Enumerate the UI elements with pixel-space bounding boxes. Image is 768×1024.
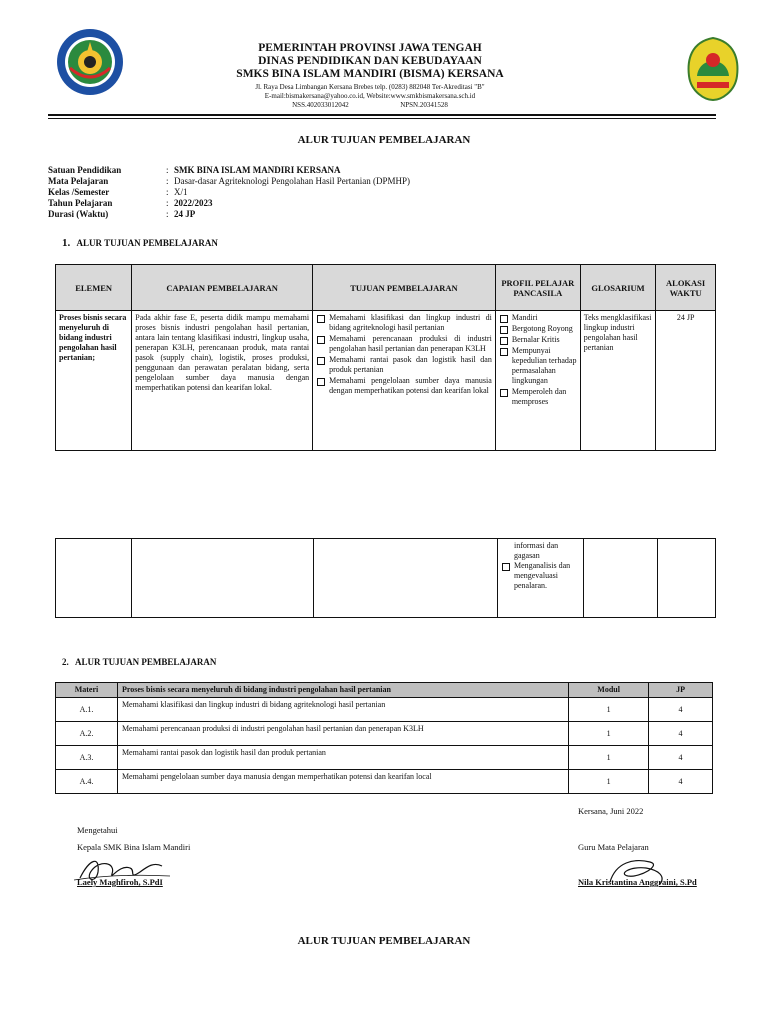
profil-item: Bergotong Royong	[499, 324, 577, 334]
col-glosarium: GLOSARIUM	[580, 265, 656, 311]
header-address: Jl. Raya Desa Limbangan Kersana Brebes telp. (0283) 882048 Ter-Akreditasi "B"	[255, 83, 485, 91]
desc-cell: Memahami rantai pasok dan logistik hasil dan produk pertanian	[117, 746, 568, 770]
province-emblem	[683, 36, 743, 102]
alokasi-cell: 24 JP	[656, 311, 716, 451]
right-signer-name: Nila Kristantina Anggraini, S.Pd	[578, 877, 697, 887]
profil-item: Bernalar Kritis	[499, 335, 577, 345]
modul-cell: 1	[569, 746, 649, 770]
identity-label: Tahun Pelajaran	[48, 198, 113, 208]
col-profil: PROFIL PELAJAR PANCASILA	[495, 265, 580, 311]
identity-label: Mata Pelajaran	[48, 176, 109, 186]
profil-item-tail: informasi dan gagasan	[513, 541, 559, 560]
col-proses: Proses bisnis secara menyeluruh di bidang industri pengolahan hasil pertanian	[117, 683, 568, 698]
header-nss: NSS.402033012042	[292, 101, 349, 109]
section-title: ALUR TUJUAN PEMBELAJARAN	[75, 657, 217, 667]
jp-cell: 4	[649, 698, 713, 722]
section-number: 2.	[62, 657, 69, 667]
learning-flow-table-continued	[55, 538, 716, 618]
table-row	[56, 722, 713, 746]
place-date: Kersana, Juni 2022	[578, 806, 644, 816]
jp-cell: 4	[649, 722, 713, 746]
header-contact: E-mail:bismakersana@yahoo.co.id, Website:www.smkbismakersana.sch.id	[264, 92, 476, 100]
profil-item: Mandiri	[499, 313, 577, 323]
tujuan-cell	[313, 311, 496, 451]
profil-item: Menganalisis dan mengevaluasi penalaran.	[501, 561, 580, 591]
elemen-cell: Proses bisnis secara menyeluruh di bidang industri pengolahan hasil pertanian;	[56, 311, 132, 451]
identity-value: Dasar-dasar Agriteknologi Pengolahan Hasil Pertanian (DPMHP)	[174, 176, 411, 186]
table-header-row	[56, 265, 716, 311]
identity-value: 2022/2023	[174, 198, 213, 208]
glosarium-cell: Teks mengklasifikasi lingkup industri pengolahan hasil pertanian	[580, 311, 656, 451]
desc-cell: Memahami klasifikasi dan lingkup industri di bidang agriteknologi hasil pertanian	[117, 698, 568, 722]
modul-cell: 1	[569, 698, 649, 722]
material-table	[55, 682, 713, 794]
identity-value: X/1	[174, 187, 188, 197]
col-jp: JP	[649, 683, 713, 698]
section-number: 1.	[62, 237, 71, 249]
table-row	[56, 698, 713, 722]
header-rule-thick	[48, 114, 716, 116]
col-tujuan: TUJUAN PEMBELAJARAN	[313, 265, 496, 311]
section-1-heading	[62, 237, 218, 249]
right-signer-role: Guru Mata Pelajaran	[578, 842, 649, 852]
table-row	[56, 539, 716, 618]
school-logo	[56, 28, 124, 96]
materi-cell: A.4.	[56, 770, 118, 794]
left-signer-role: Kepala SMK Bina Islam Mandiri	[77, 842, 191, 852]
identity-label: Kelas /Semester	[48, 187, 110, 197]
header-line-3: SMKS BINA ISLAM MANDIRI (BISMA) KERSANA	[236, 68, 504, 80]
profil-cell	[497, 539, 583, 618]
jp-cell: 4	[649, 770, 713, 794]
col-capaian: CAPAIAN PEMBELAJARAN	[132, 265, 313, 311]
desc-cell: Memahami perencanaan produksi di industri pengolahan hasil pertanian dan penerapan K3LH	[117, 722, 568, 746]
header-npsn: NPSN.20341528	[400, 101, 448, 109]
modul-cell: 1	[569, 770, 649, 794]
modul-cell: 1	[569, 722, 649, 746]
header-line-1: PEMERINTAH PROVINSI JAWA TENGAH	[258, 42, 482, 54]
section-title: ALUR TUJUAN PEMBELAJARAN	[76, 238, 218, 248]
identity-value: SMK BINA ISLAM MANDIRI KERSANA	[174, 165, 341, 175]
identity-label: Durasi (Waktu)	[48, 209, 109, 219]
header-ids	[200, 101, 540, 110]
left-signer-name: Laely Maghfiroh, S.PdI	[77, 877, 163, 887]
identity-value: 24 JP	[174, 209, 196, 219]
learning-flow-table	[55, 264, 716, 451]
col-modul: Modul	[569, 683, 649, 698]
header-rule-thin	[48, 118, 716, 119]
table-row	[56, 311, 716, 451]
profil-item: Memperoleh dan memproses	[499, 387, 577, 407]
jp-cell: 4	[649, 746, 713, 770]
material-header-row	[56, 683, 713, 698]
letterhead	[200, 42, 540, 110]
tujuan-item: Memahami rantai pasok dan logistik hasil dan produk pertanian	[316, 355, 492, 375]
profil-cell	[495, 311, 580, 451]
footer-title: ALUR TUJUAN PEMBELAJARAN	[297, 935, 471, 947]
materi-cell: A.3.	[56, 746, 118, 770]
identity-label: Satuan Pendidikan	[48, 165, 122, 175]
table-row	[56, 770, 713, 794]
mengetahui-label: Mengetahui	[77, 825, 118, 835]
materi-cell: A.2.	[56, 722, 118, 746]
materi-cell: A.1.	[56, 698, 118, 722]
col-elemen: ELEMEN	[56, 265, 132, 311]
col-materi: Materi	[56, 683, 118, 698]
tujuan-item: Memahami pengelolaan sumber daya manusia dengan memperhatikan potensi dan kearifan lokal	[316, 376, 492, 396]
profil-item: Mempunyai kepedulian terhadap permasalahan lingkungan	[499, 346, 577, 386]
col-alokasi: ALOKASI WAKTU	[656, 265, 716, 311]
page-title: ALUR TUJUAN PEMBELAJARAN	[297, 134, 471, 146]
capaian-cell: Pada akhir fase E, peserta didik mampu memahami proses bisnis industri pengolahan hasil pertanian, antara lain tentang klasifikasi industri, lingkup usaha, penerapan K3LH, perencanaan produk, mata rantai pasok (supply chain), logistik, proses produksi, penggunaan dan perawatan peralatan bidang, serta pengelolaan sumber daya manusia dengan memperhatikan potensi dan kearifan lokal.	[132, 311, 313, 451]
desc-cell: Memahami pengelolaan sumber daya manusia dengan memperhatikan potensi dan kearifan local	[117, 770, 568, 794]
section-2-heading	[62, 657, 216, 667]
header-line-2: DINAS PENDIDIKAN DAN KEBUDAYAAN	[258, 55, 482, 67]
tujuan-item: Memahami klasifikasi dan lingkup industri di bidang agriteknologi hasil pertanian	[316, 313, 492, 333]
table-row	[56, 746, 713, 770]
tujuan-item: Memahami perencanaan produksi di industri pengolahan hasil pertanian dan penerapan K3LH	[316, 334, 492, 354]
